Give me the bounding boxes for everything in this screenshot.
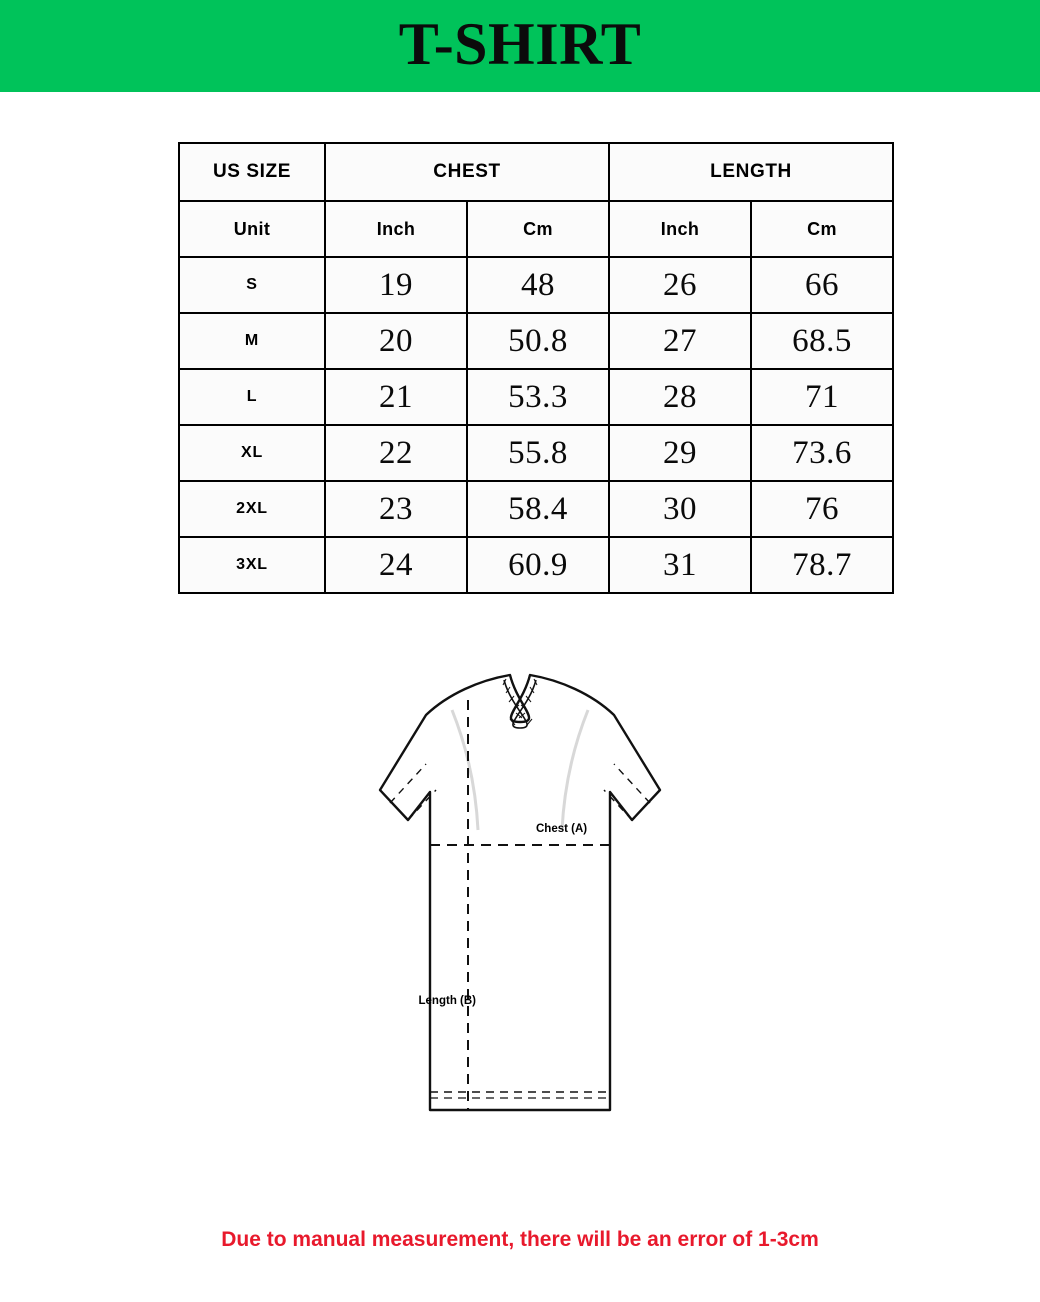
tshirt-diagram bbox=[0, 640, 1040, 1200]
row-length-inch: 28 bbox=[609, 369, 751, 425]
table-unit-row bbox=[179, 201, 893, 257]
unit-label: Unit bbox=[179, 201, 325, 257]
row-length-cm: 68.5 bbox=[751, 313, 893, 369]
table-row bbox=[179, 425, 893, 481]
row-chest-cm: 50.8 bbox=[467, 313, 609, 369]
row-chest-inch: 23 bbox=[325, 481, 467, 537]
length-label: Length (B) bbox=[418, 995, 476, 1007]
row-length-inch: 26 bbox=[609, 257, 751, 313]
row-size: 2XL bbox=[179, 481, 325, 537]
row-size: XL bbox=[179, 425, 325, 481]
row-length-inch: 30 bbox=[609, 481, 751, 537]
header-length: LENGTH bbox=[609, 143, 893, 201]
row-length-cm: 73.6 bbox=[751, 425, 893, 481]
size-table-container bbox=[178, 142, 862, 594]
unit-chest-inch: Inch bbox=[325, 201, 467, 257]
row-length-cm: 66 bbox=[751, 257, 893, 313]
page-title: T-SHIRT bbox=[398, 11, 642, 77]
row-chest-cm: 48 bbox=[467, 257, 609, 313]
row-size: M bbox=[179, 313, 325, 369]
header-us-size: US SIZE bbox=[179, 143, 325, 201]
header-chest: CHEST bbox=[325, 143, 609, 201]
row-length-inch: 29 bbox=[609, 425, 751, 481]
tshirt-illustration bbox=[240, 640, 800, 1180]
row-chest-inch: 20 bbox=[325, 313, 467, 369]
measurement-disclaimer: Due to manual measurement, there will be an error of 1-3cm bbox=[221, 1228, 819, 1251]
row-chest-cm: 53.3 bbox=[467, 369, 609, 425]
unit-length-cm: Cm bbox=[751, 201, 893, 257]
chest-label: Chest (A) bbox=[536, 823, 588, 835]
table-row bbox=[179, 313, 893, 369]
row-chest-cm: 58.4 bbox=[467, 481, 609, 537]
row-chest-cm: 55.8 bbox=[467, 425, 609, 481]
table-row bbox=[179, 257, 893, 313]
row-length-cm: 71 bbox=[751, 369, 893, 425]
row-size: L bbox=[179, 369, 325, 425]
row-length-inch: 31 bbox=[609, 537, 751, 593]
row-chest-inch: 19 bbox=[325, 257, 467, 313]
row-size: 3XL bbox=[179, 537, 325, 593]
unit-length-inch: Inch bbox=[609, 201, 751, 257]
unit-chest-cm: Cm bbox=[467, 201, 609, 257]
row-length-cm: 78.7 bbox=[751, 537, 893, 593]
table-row bbox=[179, 369, 893, 425]
row-chest-inch: 24 bbox=[325, 537, 467, 593]
header-banner bbox=[0, 0, 1040, 92]
row-chest-cm: 60.9 bbox=[467, 537, 609, 593]
table-row bbox=[179, 537, 893, 593]
row-length-cm: 76 bbox=[751, 481, 893, 537]
size-table bbox=[178, 142, 894, 594]
row-chest-inch: 21 bbox=[325, 369, 467, 425]
row-chest-inch: 22 bbox=[325, 425, 467, 481]
row-length-inch: 27 bbox=[609, 313, 751, 369]
table-header-row bbox=[179, 143, 893, 201]
table-row bbox=[179, 481, 893, 537]
row-size: S bbox=[179, 257, 325, 313]
